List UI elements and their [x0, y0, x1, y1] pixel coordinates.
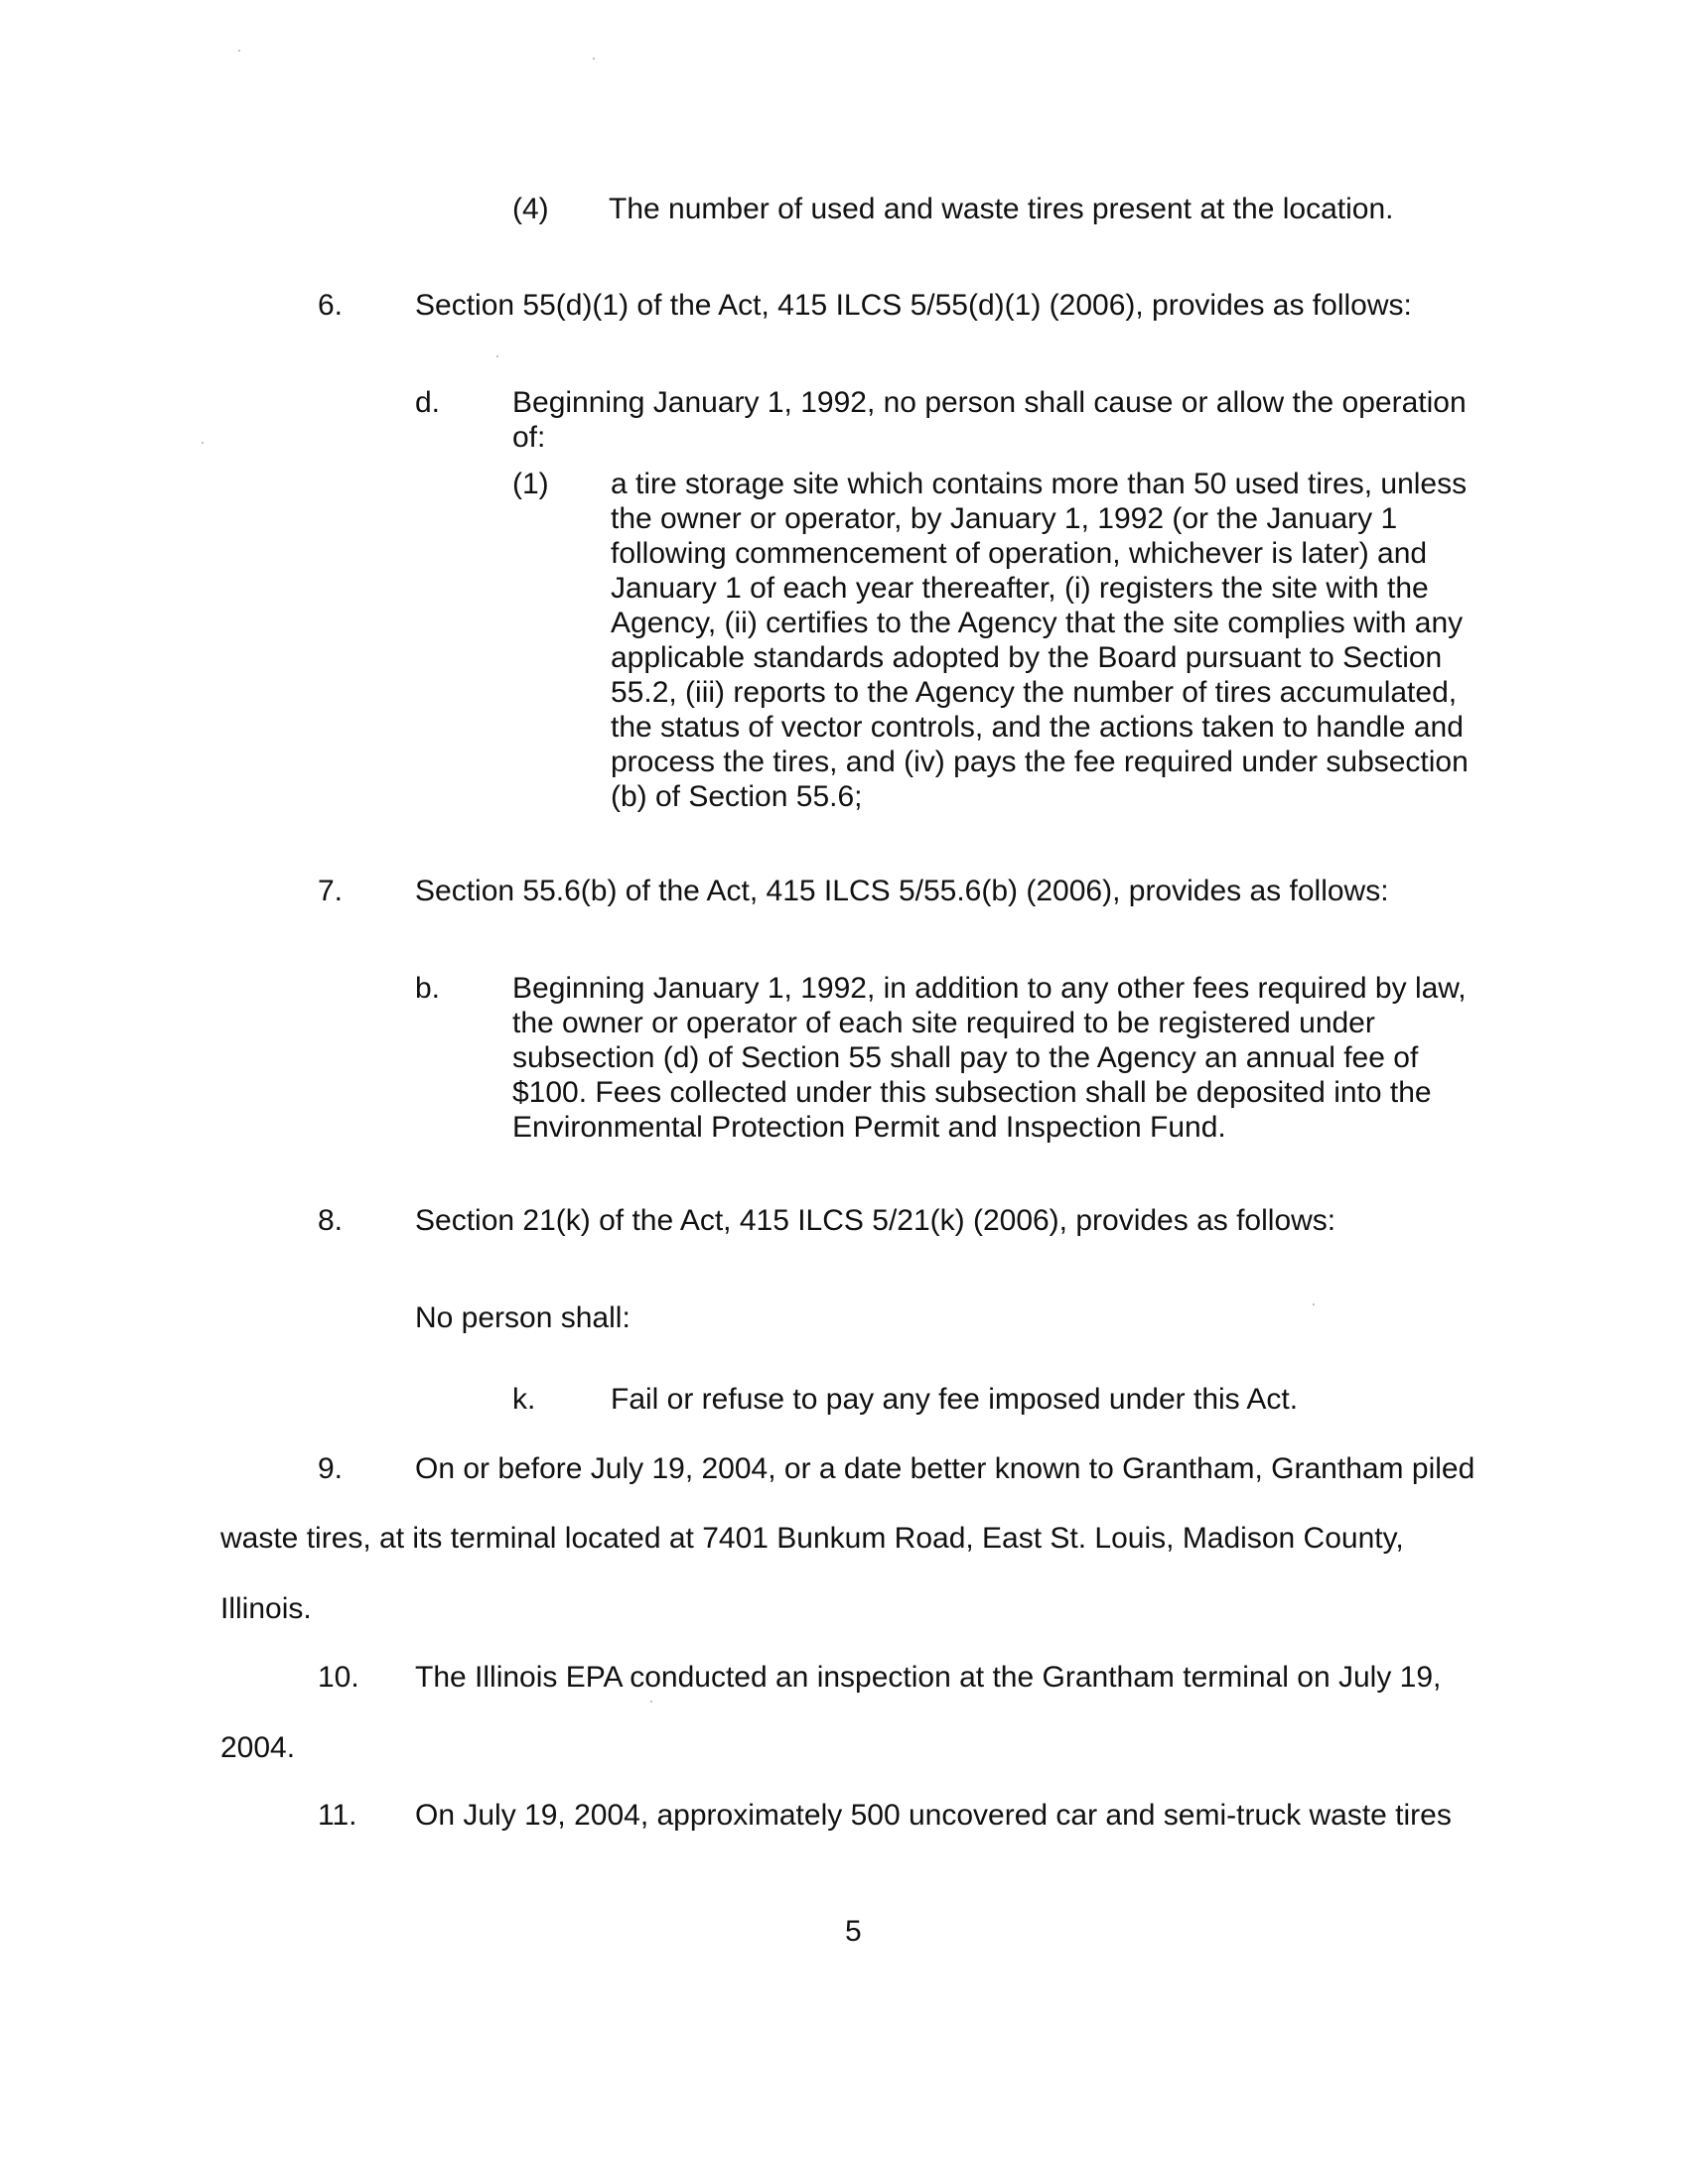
text-line: Agency, (ii) certifies to the Agency that the site complies with any — [611, 607, 1464, 639]
text-line: process the tires, and (iv) pays the fee required under subsection — [611, 746, 1469, 778]
paragraph-9-number: 9. — [318, 1452, 344, 1485]
text-line: following commencement of operation, whichever is later) and — [611, 537, 1428, 570]
page-number: 5 — [845, 1915, 862, 1948]
subsection-d-text — [512, 385, 1467, 455]
scan-speck — [238, 50, 240, 52]
paragraph-8-intro: No person shall: — [415, 1301, 631, 1334]
subsection-b-text — [512, 971, 1467, 1145]
text-line: the owner or operator, by January 1, 1992 (or the January 1 — [611, 502, 1398, 535]
paragraph-7-text: Section 55.6(b) of the Act, 415 ILCS 5/55.6(b) (2006), provides as follows: — [415, 875, 1389, 907]
paragraph-9-line-1: On or before July 19, 2004, or a date better known to Grantham, Grantham piled — [415, 1452, 1475, 1485]
text-line: $100. Fees collected under this subsection shall be deposited into the — [512, 1076, 1432, 1109]
text-line: the status of vector controls, and the actions taken to handle and — [611, 711, 1464, 744]
scan-speck — [650, 1701, 652, 1703]
subsection-1-number: (1) — [512, 468, 549, 500]
paragraph-7-number: 7. — [318, 875, 344, 907]
subsection-d-letter: d. — [415, 386, 441, 419]
paragraph-10-number: 10. — [318, 1661, 359, 1694]
paragraph-11-line-1: On July 19, 2004, approximately 500 uncovered car and semi-truck waste tires — [415, 1799, 1452, 1832]
scan-speck — [593, 58, 595, 60]
text-line: of: — [512, 421, 546, 454]
text-line: (b) of Section 55.6; — [611, 780, 863, 813]
text-line: applicable standards adopted by the Board pursuant to Section — [611, 641, 1443, 674]
paragraph-9-line-2: waste tires, at its terminal located at 7401 Bunkum Road, East St. Louis, Madison County, — [220, 1522, 1404, 1555]
subsection-1-text — [611, 467, 1469, 814]
scan-speck — [202, 442, 204, 444]
text-line: Environmental Protection Permit and Inspection Fund. — [512, 1111, 1226, 1144]
subsection-k-letter: k. — [512, 1383, 536, 1416]
scan-speck — [496, 355, 498, 357]
paragraph-9-line-3: Illinois. — [220, 1592, 312, 1625]
paragraph-10-line-1: The Illinois EPA conducted an inspection at the Grantham terminal on July 19, — [415, 1661, 1442, 1694]
text-line: January 1 of each year thereafter, (i) registers the site with the — [611, 572, 1429, 605]
paragraph-6-text: Section 55(d)(1) of the Act, 415 ILCS 5/55(d)(1) (2006), provides as follows: — [415, 289, 1412, 322]
item-4-text: The number of used and waste tires present at the location. — [609, 193, 1394, 225]
paragraph-6-number: 6. — [318, 289, 344, 322]
paragraph-10-line-2: 2004. — [220, 1731, 296, 1764]
subsection-k-text: Fail or refuse to pay any fee imposed under this Act. — [611, 1383, 1299, 1416]
paragraph-8-text: Section 21(k) of the Act, 415 ILCS 5/21(k) (2006), provides as follows: — [415, 1204, 1336, 1237]
text-line: Beginning January 1, 1992, in addition to any other fees required by law, — [512, 972, 1467, 1005]
paragraph-11-number: 11. — [318, 1799, 357, 1832]
subsection-b-letter: b. — [415, 972, 441, 1005]
text-line: Beginning January 1, 1992, no person shall cause or allow the operation — [512, 386, 1467, 419]
scan-speck — [1313, 1303, 1315, 1305]
text-line: subsection (d) of Section 55 shall pay to the Agency an annual fee of — [512, 1041, 1419, 1074]
text-line: a tire storage site which contains more than 50 used tires, unless — [611, 468, 1468, 500]
text-line: the owner or operator of each site required to be registered under — [512, 1007, 1375, 1039]
paragraph-8-number: 8. — [318, 1204, 344, 1237]
text-line: 55.2, (iii) reports to the Agency the number of tires accumulated, — [611, 676, 1458, 709]
item-4-number: (4) — [512, 193, 549, 225]
